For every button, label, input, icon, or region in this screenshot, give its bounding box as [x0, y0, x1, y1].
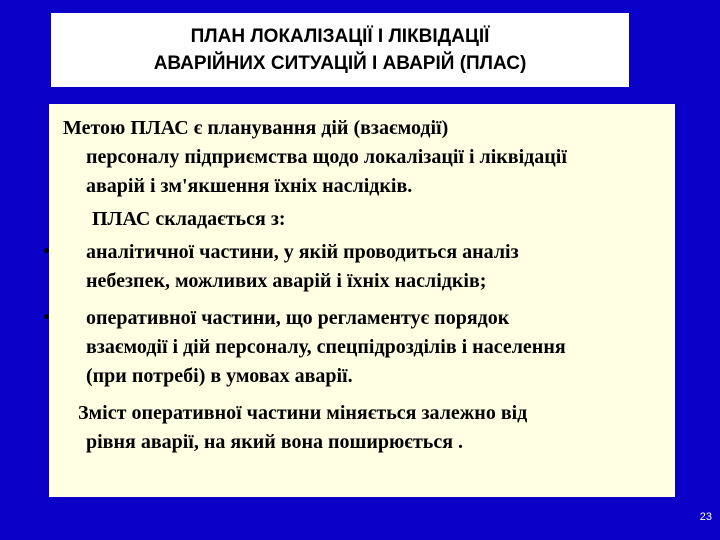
slide-body: [42, 104, 675, 497]
intro-line-1: Метою ПЛАС є планування дій (взаємодії): [63, 117, 449, 139]
closing-line-2: рівня аварії, на який вона поширюється .: [86, 431, 464, 453]
bullet-icon: •: [42, 310, 51, 326]
closing-line-1: Зміст оперативної частини міняється залежно від: [78, 402, 528, 424]
intro-line-2: персоналу підприємства щодо локалізації і ліквідації: [86, 146, 567, 168]
bullet-item-operative: [42, 304, 510, 333]
slide-title-line-2: АВАРІЙНИХ СИТУАЦІЙ І АВАРІЙ (ПЛАС): [153, 53, 527, 74]
slide-title-line-1: ПЛАН ЛОКАЛІЗАЦІЇ І ЛІКВІДАЦІЇ: [190, 26, 490, 47]
bullet-1-line-1: аналітичної частини, у якій проводиться аналіз: [86, 241, 519, 263]
bullet-1-line-2: небезпек, можливих аварій і їхніх наслідків;: [86, 270, 487, 292]
bullet-2-line-2: взаємодії і дій персоналу, спецпідрозділів і населення: [86, 336, 566, 358]
bullet-icon: •: [42, 244, 51, 260]
bullet-2-line-3: (при потребі) в умовах аварії.: [86, 365, 353, 387]
consists-line: ПЛАС складається з:: [92, 208, 286, 230]
page-number: 23: [699, 511, 712, 523]
bullet-item-analytical: [42, 238, 519, 267]
slide-title: [51, 13, 629, 87]
bullet-2-line-1: оперативної частини, що регламентує порядок: [86, 307, 510, 329]
intro-line-3: аварій і зм'якшення їхніх наслідків.: [86, 175, 413, 197]
